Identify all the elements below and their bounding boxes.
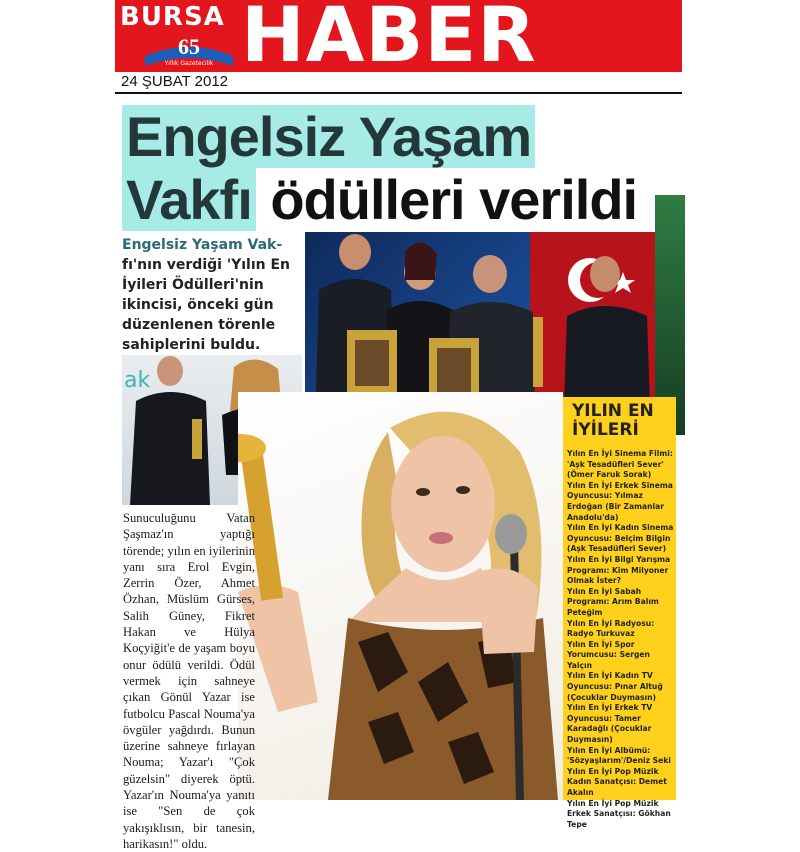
- headline-highlight: Vakfı: [122, 168, 256, 231]
- anniversary-badge: [143, 32, 235, 68]
- headline-rest: ödülleri verildi: [270, 168, 638, 231]
- winners-box-title: [572, 402, 654, 440]
- winner-item: Yılın En İyi Pop Müzik Erkek Sanatçısı: Gökhan Tepe: [567, 798, 671, 829]
- winners-box: [563, 397, 676, 829]
- winners-list: [567, 449, 675, 830]
- winner-item: Yılın En İyi Sinema Filmi: 'Aşk Tesadüfleri Sever' (Ömer Faruk Sorak): [567, 449, 673, 480]
- date-bar: [115, 72, 682, 94]
- article-body: [123, 510, 255, 852]
- issue-date: 24 ŞUBAT 2012: [121, 73, 229, 90]
- singer-photo: [238, 392, 563, 800]
- winner-item: Yılın En İyi Bilgi Yarışma Programı: Kim Milyoner Olmak İster?: [567, 554, 671, 586]
- winner-item: Yılın En İyi Sabah Programı: Arım Balım Peteğim: [567, 586, 659, 617]
- headline-line-2: [122, 170, 637, 230]
- headline-line-1: [122, 107, 535, 167]
- winner-item: Yılın En İyi Kadın TV Oyuncusu: Pınar Altuğ (Çocuklar Duymasın): [567, 671, 663, 702]
- winners-title-line-1: YILIN EN: [572, 401, 654, 421]
- singer-illustration: [238, 392, 563, 800]
- headline-line-1-text: Engelsiz Yaşam: [122, 105, 535, 168]
- masthead-title: HABER: [241, 0, 537, 79]
- winner-item: Yılın En İyi Radyosu: Radyo Turkuvaz: [567, 618, 655, 639]
- masthead: [115, 0, 682, 79]
- lead-text: fı'nın verdiği 'Yılın En İyileri Ödülleri'nin ikincisi, önceki gün düzenlenen törenle sahiplerini buldu.: [122, 257, 291, 353]
- badge-number: 65: [178, 34, 200, 59]
- masthead-city: BURSA: [120, 2, 225, 32]
- lead-highlight: Engelsiz Yaşam Vak-: [122, 237, 283, 253]
- lead-paragraph: [122, 235, 302, 355]
- winner-item: Yılın En İyi Erkek TV Oyuncusu: Tamer Karadağlı (Çocuklar Duymasın): [567, 703, 653, 745]
- left-photo-logo: ak: [124, 368, 151, 393]
- winner-item: Yılın En İyi Kadın Sinema Oyuncusu: Belçim Bilgin (Aşk Tesadüfleri Sever): [567, 523, 674, 554]
- winner-item: Yılın En İyi Spor Yorumcusu: Sergen Yalçın: [567, 639, 650, 670]
- winner-item: Yılın En İyi Albümü: 'Sözyaşlarım'/Deniz Seki: [567, 745, 671, 766]
- article-body-text: Sunuculuğunu Vatan Şaşmaz'ın yaptığı törende; yılın en iyilerinin yanı sıra Erol Evgin, Zerrin Özer, Ahmet Özhan, Müslüm Gürses, Salih Güney, Fikret Hakan ve Hülya Koçyiğit'e de yaşam boyu onur ödülü verildi. Ödül vermek için sahneye çıkan Gönül Yazar ise futbolcu Pascal Nouma'ya övgüler yağdırdı. Bunun üzerine sahneye fırlayan Nouma; Yazar'ı "Çok güzelsin" diyerek öptü. Yazar'ın Nouma'ya yanıtı ise "Sen de çok yakışıklısın, bir tanesin, harikasın!" oldu.: [123, 511, 255, 851]
- winners-title-line-2: İYİLERİ: [572, 420, 639, 440]
- winner-item: Yılın En İyi Pop Müzik Kadın Sanatçısı: Demet Akalın: [567, 766, 667, 797]
- badge-text: Yıllık Gazetecilik: [164, 60, 214, 67]
- winner-item: Yılın En İyi Erkek Sinema Oyuncusu: Yılmaz Erdoğan (Bir Zamanlar Anadolu'da): [567, 480, 673, 522]
